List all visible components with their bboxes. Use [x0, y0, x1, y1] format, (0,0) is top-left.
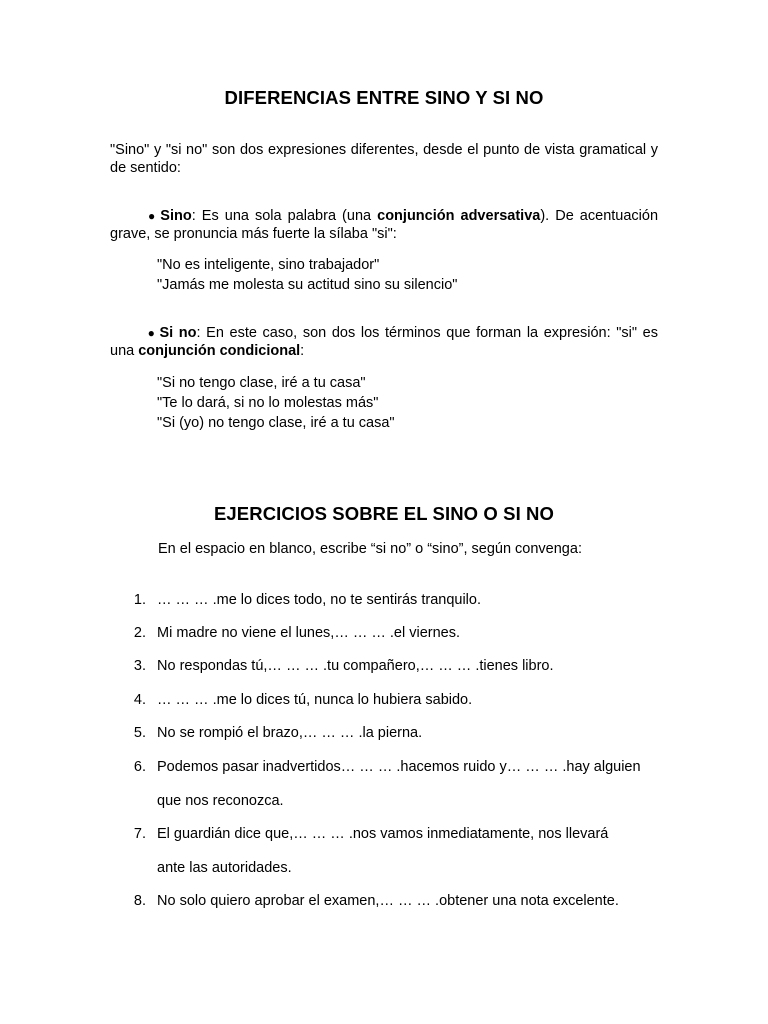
item-number: 6. [133, 759, 146, 775]
bullet-term: Sino [160, 208, 192, 224]
bullet-sino [110, 207, 658, 243]
example-line: "No es inteligente, sino trabajador" [157, 257, 380, 273]
example-line: "Te lo dará, si no lo molestas más" [157, 395, 379, 411]
item-number: 3. [133, 658, 146, 674]
intro-paragraph: "Sino" y "si no" son dos expresiones diferentes, desde el punto de vista gramatical y de sentido: [110, 142, 658, 176]
bullet-text: : En este caso, son dos los términos que forman la expresión: "si" es una [110, 325, 658, 359]
item-text: El guardián dice que,… … … .nos vamos inmediatamente, nos llevará [157, 826, 609, 842]
bullet-icon: ● [146, 209, 158, 223]
page-title: DIFERENCIAS ENTRE SINO Y SI NO [224, 87, 544, 108]
item-text: Podemos pasar inadvertidos… … … .hacemos ruido y… … … .hay alguien [157, 759, 641, 775]
examples-sino [157, 255, 457, 295]
item-text: … … … .me lo dices todo, no te sentirás tranquilo. [157, 592, 481, 608]
item-number: 2. [133, 625, 146, 641]
bullet-si-no [110, 324, 658, 360]
item-number: 7. [133, 826, 146, 842]
item-number: 4. [133, 692, 146, 708]
exercises-title: EJERCICIOS SOBRE EL SINO O SI NO [213, 503, 555, 524]
bullet-text: : Es una sola palabra (una [191, 208, 378, 224]
bullet-text: ). De acentuación grave, se pronuncia más fuerte la sílaba "si": [110, 208, 659, 242]
bullet-text: : [300, 343, 305, 359]
item-number: 1. [133, 592, 146, 608]
bullet-bold-term: conjunción adversativa [377, 208, 541, 224]
item-text: … … … .me lo dices tú, nunca lo hubiera sabido. [157, 692, 473, 708]
example-line: "Si no tengo clase, iré a tu casa" [157, 375, 366, 391]
examples-si-no [157, 373, 395, 433]
exercises-instruction: En el espacio en blanco, escribe “si no” o “sino”, según convenga: [158, 541, 582, 557]
item-text: Mi madre no viene el lunes,… … … .el viernes. [157, 625, 461, 641]
item-text: No solo quiero aprobar el examen,… … … .obtener una nota excelente. [157, 893, 619, 909]
bullet-icon: ● [146, 326, 157, 340]
item-number: 5. [133, 725, 146, 741]
item-text: No se rompió el brazo,… … … .la pierna. [157, 725, 423, 741]
example-line: "Jamás me molesta su actitud sino su silencio" [157, 277, 458, 293]
bullet-bold-term: conjunción condicional [138, 343, 301, 359]
item-text: No respondas tú,… … … .tu compañero,… … … .tienes libro. [157, 658, 554, 674]
example-line: "Si (yo) no tengo clase, iré a tu casa" [157, 415, 395, 431]
item-text-continued: que nos reconozca. [157, 793, 284, 809]
item-text-continued: ante las autoridades. [157, 860, 292, 876]
item-number: 8. [133, 893, 146, 909]
bullet-term: Si no [159, 325, 197, 341]
